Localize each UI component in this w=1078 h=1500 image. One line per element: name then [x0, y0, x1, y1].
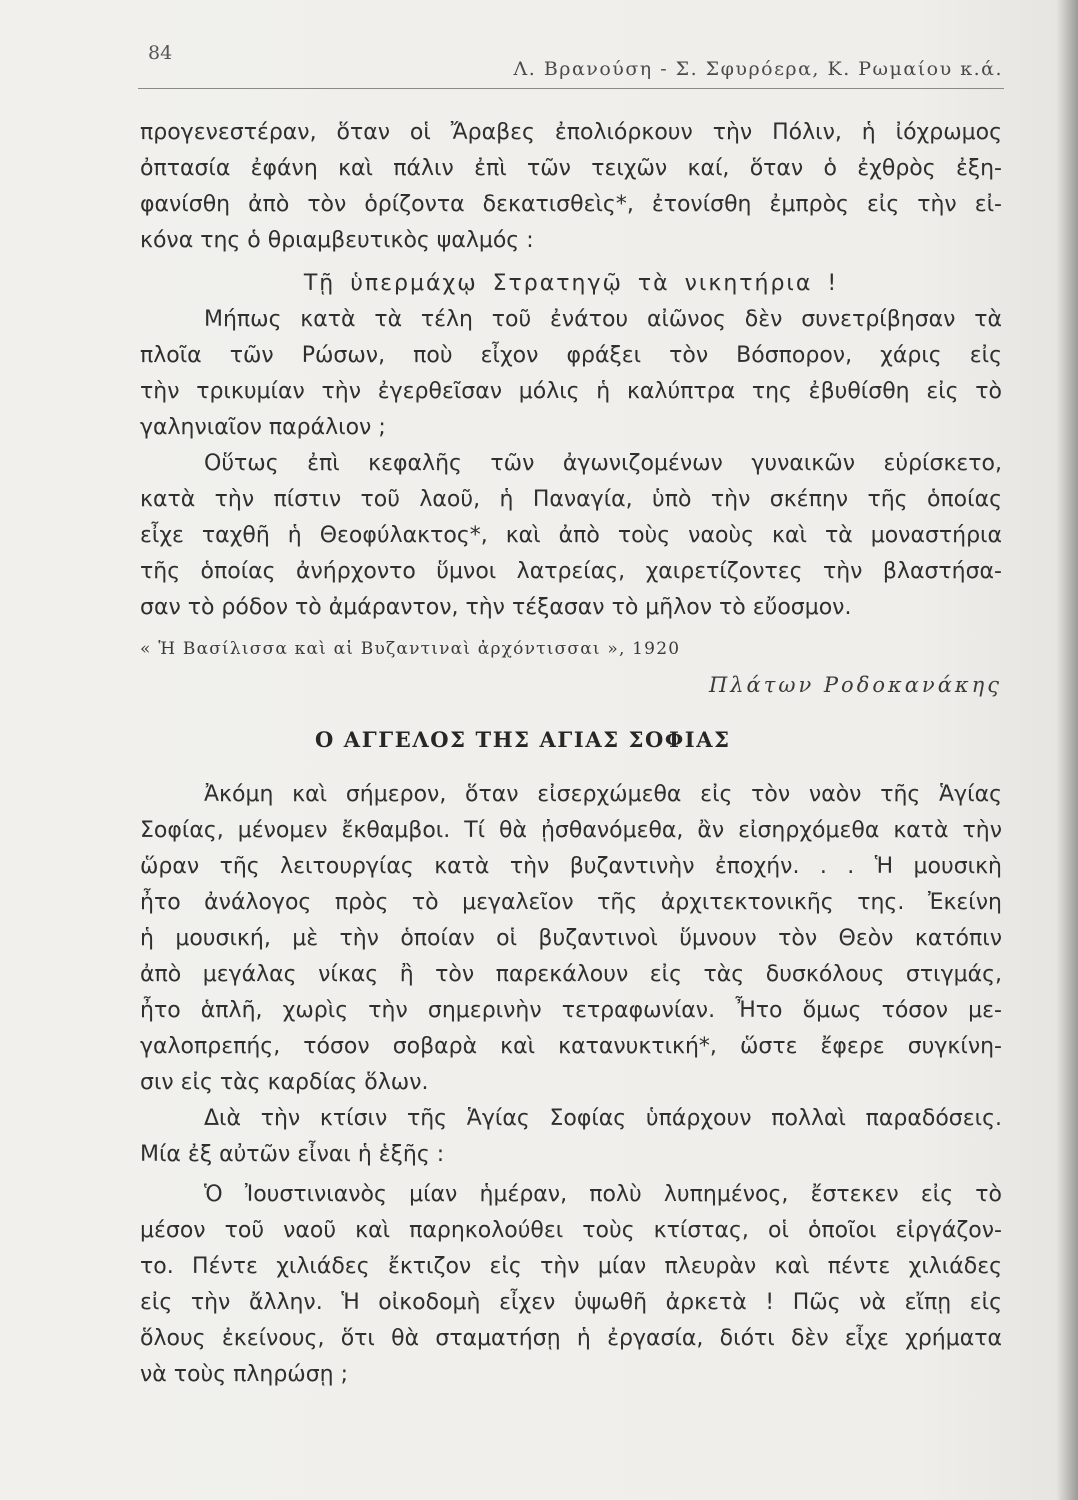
- text-line: ἦτο ἁπλῆ, χωρὶς τὴν σημερινὴν τετραφωνίαν. Ἦτο ὅμως τόσον με-: [140, 998, 1002, 1023]
- text-line: τῆς ὁποίας ἀνήρχοντο ὕμνοι λατρείας, χαιρετίζοντες τὴν βλαστήσα-: [140, 559, 1002, 584]
- text-line: ὥραν τῆς λειτουργίας κατὰ τὴν βυζαντινὴν ἐποχήν. . . Ἡ μουσικὴ: [140, 854, 1002, 879]
- text-line: γαλοπρεπής, τόσον σοβαρὰ καὶ κατανυκτική*, ὥστε ἔφερε συγκίνη-: [140, 1034, 1002, 1059]
- text-line: Διὰ τὴν κτίσιν τῆς Ἁγίας Σοφίας ὑπάρχουν πολλαὶ παραδόσεις.: [204, 1106, 1002, 1131]
- paragraph: [140, 1101, 1002, 1173]
- text-line: σαν τὸ ρόδον τὸ ἀμάραντον, τὴν τέξασαν τὸ μῆλον τὸ εὔοσμον.: [140, 595, 852, 620]
- text-line: σιν εἰς τὰς καρδίας ὅλων.: [140, 1070, 429, 1095]
- text-line: νὰ τοὺς πληρώσῃ ;: [140, 1362, 349, 1387]
- text-line: το. Πέντε χιλιάδες ἔκτιζον εἰς τὴν μίαν πλευρὰν καὶ πέντε χιλιάδες: [140, 1254, 1002, 1279]
- paragraph: [140, 777, 1002, 1101]
- text-line: Μήπως κατὰ τὰ τέλη τοῦ ἐνάτου αἰῶνος δὲν συνετρίβησαν τὰ: [204, 307, 1002, 332]
- text-line: ὀπτασία ἐφάνη καὶ πάλιν ἐπὶ τῶν τειχῶν καί, ὅταν ὁ ἐχθρὸς ἐξη-: [140, 156, 1002, 181]
- header-rule: [138, 88, 1004, 89]
- text-line: κόνα της ὁ θριαμβευτικὸς ψαλμός :: [140, 228, 534, 253]
- hymn-verse: Τῇ ὑπερμάχῳ Στρατηγῷ τὰ νικητήρια !: [303, 271, 839, 296]
- text-line: Σοφίας, μένομεν ἔκθαμβοι. Τί θὰ ᾐσθανόμεθα, ἂν εἰσηρχόμεθα κατὰ τὴν: [140, 818, 1002, 843]
- paragraph: [140, 302, 1002, 446]
- text-line: Μία ἐξ αὐτῶν εἶναι ἡ ἑξῆς :: [140, 1142, 445, 1167]
- paragraph: [140, 1177, 1002, 1393]
- text-line: Ἀκόμη καὶ σήμερον, ὅταν εἰσερχώμεθα εἰς τὸν ναὸν τῆς Ἁγίας: [204, 782, 1002, 807]
- text-line: φανίσθη ἀπὸ τὸν ὁρίζοντα δεκατισθεὶς*, ἐτονίσθη ἐμπρὸς εἰς τὴν εἰ-: [140, 192, 1002, 217]
- page-number: 84: [148, 42, 173, 64]
- section-title: Ο ΑΓΓΕΛΟΣ ΤΗΣ ΑΓΙΑΣ ΣΟΦΙΑΣ: [315, 727, 731, 752]
- text-line: γαληνιαῖον παράλιον ;: [140, 415, 386, 440]
- excerpt-byzantine-empresses: [140, 115, 1002, 703]
- text-line: ὅλους ἐκείνους, ὅτι θὰ σταματήσῃ ἡ ἐργασία, διότι δὲν εἶχε χρήματα: [140, 1326, 1002, 1351]
- running-header: Λ. Βρανούση - Σ. Σφυρόερα, Κ. Ρωμαίου κ.ά.: [513, 58, 1003, 80]
- paragraph: [140, 115, 1002, 259]
- text-line: ἀπὸ μεγάλας νίκας ἢ τὸν παρεκάλουν εἰς τὰς δυσκόλους στιγμάς,: [140, 962, 1002, 987]
- text-line: ἡ μουσική, μὲ τὴν ὁποίαν οἱ βυζαντινοὶ ὕμνουν τὸν Θεὸν κατόπιν: [140, 926, 1002, 951]
- text-line: Ὁ Ἰουστινιανὸς μίαν ἡμέραν, πολὺ λυπημένος, ἔστεκεν εἰς τὸ: [204, 1182, 1002, 1207]
- text-line: εἰς τὴν ἄλλην. Ἡ οἰκοδομὴ εἶχεν ὑψωθῆ ἀρκετὰ ! Πῶς νὰ εἴπῃ εἰς: [140, 1290, 1002, 1315]
- text-line: ἦτο ἀνάλογος πρὸς τὸ μεγαλεῖον τῆς ἀρχιτεκτονικῆς της. Ἐκείνη: [140, 890, 1002, 915]
- excerpt-angel-of-hagia-sophia: [140, 722, 1002, 1393]
- author-name: Πλάτων Ροδοκανάκης: [708, 673, 1002, 697]
- text-line: εἶχε ταχθῆ ἡ Θεοφύλακτος*, καὶ ἀπὸ τοὺς ναοὺς καὶ τὰ μοναστήρια: [140, 523, 1002, 548]
- text-line: τὴν τρικυμίαν τὴν ἐγερθεῖσαν μόλις ἡ καλύπτρα της ἐβυθίσθη εἰς τὸ: [140, 379, 1002, 404]
- text-line: κατὰ τὴν πίστιν τοῦ λαοῦ, ἡ Παναγία, ὑπὸ τὴν σκέπην τῆς ὁποίας: [140, 487, 1002, 512]
- text-line: πλοῖα τῶν Ρώσων, ποὺ εἶχον φράξει τὸν Βόσπορον, χάρις εἰς: [140, 343, 1002, 368]
- text-line: προγενεστέραν, ὅταν οἱ Ἄραβες ἐπολιόρκουν τὴν Πόλιν, ἡ ἰόχρωμος: [140, 120, 1002, 145]
- body-text: [140, 115, 1002, 1393]
- source-citation: « Ἡ Βασίλισσα καὶ αἱ Βυζαντιναὶ ἀρχόντισσαι », 1920: [140, 639, 681, 659]
- paragraph: [140, 446, 1002, 626]
- text-line: Οὕτως ἐπὶ κεφαλῆς τῶν ἀγωνιζομένων γυναικῶν εὑρίσκετο,: [204, 451, 1002, 476]
- text-line: μέσον τοῦ ναοῦ καὶ παρηκολούθει τοὺς κτίστας, οἱ ὁποῖοι εἰργάζον-: [140, 1218, 1002, 1243]
